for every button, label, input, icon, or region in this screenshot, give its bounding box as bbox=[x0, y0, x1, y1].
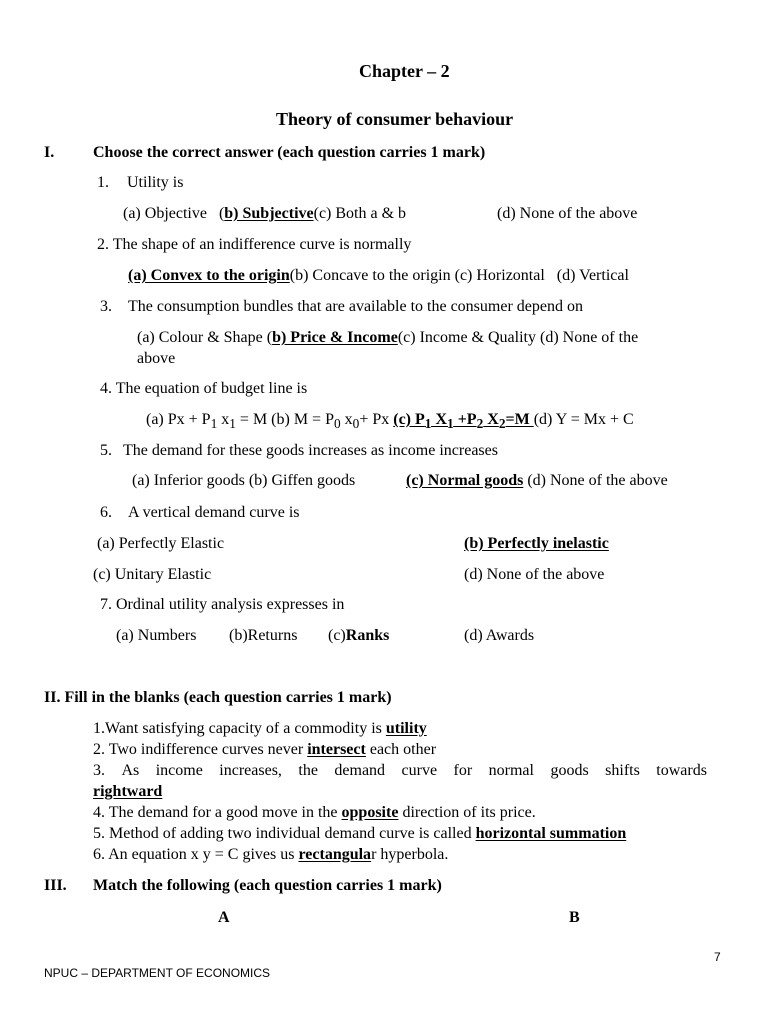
match-column-a-header: A bbox=[218, 909, 230, 926]
fill-3-word: demand bbox=[334, 762, 386, 779]
fill-3-answer: rightward bbox=[93, 783, 163, 800]
q4-sub: 1 bbox=[447, 416, 454, 432]
q2-option-c: (c) Horizontal bbox=[454, 267, 545, 284]
q5-number: 5. bbox=[100, 442, 112, 459]
q3-text: The consumption bundles that are available to the consumer depend on bbox=[128, 298, 583, 315]
q1-option-d: (d) None of the above bbox=[497, 205, 638, 222]
section3-roman: III. bbox=[44, 877, 67, 894]
fill-3-word: increases, bbox=[219, 762, 282, 779]
footer-department: NPUC – DEPARTMENT OF ECONOMICS bbox=[44, 966, 271, 980]
fill-1-text: 1.Want satisfying capacity of a commodity is bbox=[93, 720, 386, 737]
q7-option-c bbox=[328, 626, 389, 645]
fill-6-answer: rectangula bbox=[298, 846, 372, 863]
q4-sub: 1 bbox=[424, 416, 432, 432]
q2-option-b: (b) Concave to the origin bbox=[289, 267, 451, 284]
q4-sub: 0 bbox=[333, 416, 341, 432]
q2-option-a-answer: (a) Convex to the origin bbox=[128, 267, 290, 284]
q2-options bbox=[128, 266, 629, 285]
q6-option-d: (d) None of the above bbox=[464, 566, 605, 583]
q4-option-a-part: (a) Px + P bbox=[146, 411, 211, 428]
q5-option-d: (d) None of the above bbox=[523, 472, 668, 489]
q4-options bbox=[146, 410, 634, 433]
q7-option-d: (d) Awards bbox=[464, 627, 535, 644]
fill-3-word: for bbox=[453, 762, 473, 779]
q1-options bbox=[123, 204, 406, 223]
q4-option-a-part: x bbox=[217, 411, 230, 428]
fill-6-text: 6. An equation x y = C gives us bbox=[93, 846, 299, 863]
q3-option-cd: (c) Income & Quality (d) None of the bbox=[397, 329, 639, 346]
q7-option-c-answer: Ranks bbox=[345, 627, 390, 644]
page-number: 7 bbox=[714, 950, 721, 964]
chapter-title: Theory of consumer behaviour bbox=[276, 109, 514, 129]
q5-option-c-answer: (c) Normal goods bbox=[406, 472, 524, 489]
q1-option-a: (a) Objective bbox=[123, 205, 207, 222]
q1-option-b-paren: ( bbox=[218, 205, 225, 222]
fill-1 bbox=[93, 719, 427, 738]
fill-3-word: curve bbox=[401, 762, 438, 779]
q6-option-b-answer: (b) Perfectly inelastic bbox=[464, 535, 609, 552]
fill-5 bbox=[93, 824, 626, 843]
fill-3-word: shifts bbox=[605, 762, 640, 779]
section1-heading: Choose the correct answer (each question carries 1 mark) bbox=[93, 144, 486, 161]
q4-c-part: X bbox=[431, 411, 448, 428]
fill-3-word: towards bbox=[656, 762, 707, 779]
q4-sub: 1 bbox=[229, 416, 236, 432]
q4-c-part: (c) P bbox=[393, 411, 425, 428]
fill-6 bbox=[93, 845, 448, 864]
fill-3-word: the bbox=[298, 762, 318, 779]
q4-c-part: +P bbox=[453, 411, 477, 428]
section2-heading: II. Fill in the blanks (each question carries 1 mark) bbox=[44, 689, 392, 706]
fill-4-text: 4. The demand for a good move in the bbox=[93, 804, 342, 821]
q4-option-d: (d) Y = Mx + C bbox=[533, 411, 634, 428]
fill-4-text-end: direction of its price. bbox=[398, 804, 536, 821]
section3-heading: Match the following (each question carries 1 mark) bbox=[93, 877, 442, 894]
q4-text: 4. The equation of budget line is bbox=[100, 380, 308, 397]
q3-number: 3. bbox=[100, 298, 112, 315]
q3-option-d-wrap: above bbox=[137, 350, 176, 367]
q6-option-c: (c) Unitary Elastic bbox=[93, 566, 212, 583]
q7-text: 7. Ordinal utility analysis expresses in bbox=[100, 596, 345, 613]
q5-options-cd bbox=[406, 471, 668, 490]
q6-option-a: (a) Perfectly Elastic bbox=[97, 535, 225, 552]
q4-option-b-part: + Px bbox=[359, 411, 394, 428]
fill-2-text-end: each other bbox=[365, 741, 437, 758]
fill-3-justified-line bbox=[93, 761, 707, 780]
q7-option-c-paren: (c) bbox=[328, 627, 346, 644]
fill-3-word: income bbox=[155, 762, 203, 779]
q1-option-c: (c) Both a & b bbox=[313, 205, 407, 222]
fill-2-answer: intersect bbox=[307, 741, 366, 758]
fill-2 bbox=[93, 740, 436, 759]
fill-2-text: 2. Two indifference curves never bbox=[93, 741, 308, 758]
q2-text: 2. The shape of an indifference curve is normally bbox=[97, 236, 412, 253]
q4-c-part: X bbox=[483, 411, 499, 428]
q4-option-b-part: = M (b) M = P bbox=[235, 411, 334, 428]
q7-option-b: (b)Returns bbox=[229, 627, 298, 644]
q1-text: Utility is bbox=[127, 174, 184, 191]
q4-sub: 1 bbox=[210, 416, 218, 432]
q5-options-ab: (a) Inferior goods (b) Giffen goods bbox=[132, 472, 356, 489]
fill-4-answer: opposite bbox=[341, 804, 399, 821]
fill-3-word: normal bbox=[488, 762, 534, 779]
fill-1-answer: utility bbox=[385, 720, 427, 737]
q4-sub: 2 bbox=[476, 416, 484, 432]
q7-option-a: (a) Numbers bbox=[116, 627, 197, 644]
fill-3-word: 3. bbox=[93, 762, 105, 779]
match-column-b-header: B bbox=[569, 909, 580, 926]
fill-6-text-end: r hyperbola. bbox=[371, 846, 449, 863]
section1-roman: I. bbox=[44, 144, 55, 161]
q1-number: 1. bbox=[97, 174, 109, 191]
q4-c-part: =M bbox=[505, 411, 534, 428]
fill-3-word: goods bbox=[550, 762, 589, 779]
q4-sub: 2 bbox=[498, 416, 506, 432]
q3-option-b-answer: b) Price & Income bbox=[272, 329, 398, 346]
q1-option-b-answer: b) Subjective bbox=[224, 205, 314, 222]
q3-option-a: (a) Colour & Shape ( bbox=[137, 329, 273, 346]
fill-5-answer: horizontal summation bbox=[475, 825, 627, 842]
q4-option-b-part: x bbox=[340, 411, 353, 428]
chapter-label: Chapter – 2 bbox=[359, 61, 450, 81]
q6-number: 6. bbox=[100, 504, 112, 521]
q6-text: A vertical demand curve is bbox=[128, 504, 300, 521]
fill-3 bbox=[93, 761, 707, 780]
q5-text: The demand for these goods increases as income increases bbox=[123, 442, 498, 459]
fill-4 bbox=[93, 803, 536, 822]
q2-option-d: (d) Vertical bbox=[556, 267, 629, 284]
fill-5-text: 5. Method of adding two individual demand curve is called bbox=[93, 825, 476, 842]
fill-3-word: As bbox=[121, 762, 140, 779]
q4-option-c-answer bbox=[393, 411, 534, 432]
q3-options bbox=[137, 328, 638, 347]
q4-sub: 0 bbox=[352, 416, 360, 432]
